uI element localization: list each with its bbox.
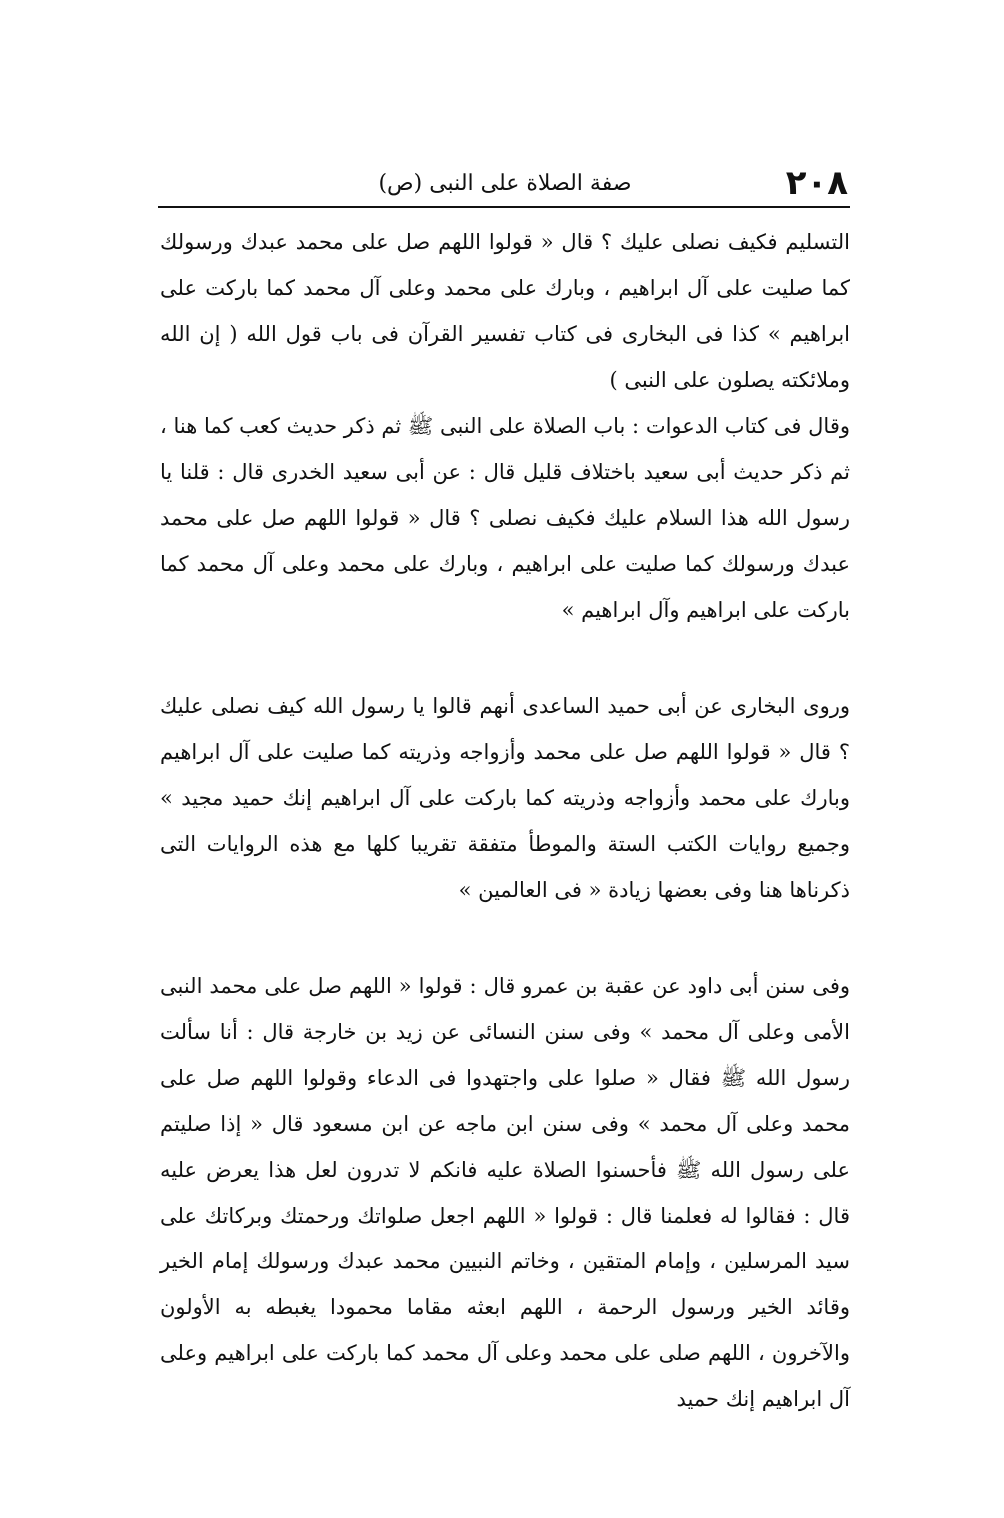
running-title: صفة الصلاة على النبى (ص) [378, 171, 632, 196]
paragraph-4: وفى سنن أبى داود عن عقبة بن عمرو قال : قولوا « اللهم صل على محمد النبى الأمى وعلى آل محمد » وفى سنن النسائى عن زيد بن خارجة قال : أنا سألت رسول الله ﷺ فقال « صلوا على واجتهدوا فى الدعاء وقولوا اللهم صل على محمد وعلى آل محمد » وفى سنن ابن ماجه عن ابن مسعود قال « إذا صليتم على رسول الله ﷺ فأحسنوا الصلاة عليه فانكم لا تدرون لعل هذا يعرض عليه قال : فقالوا له فعلمنا قال : قولوا « اللهم اجعل صلواتك ورحمتك وبركاتك على سيد المرسلين ، وإمام المتقين ، وخاتم النبيين محمد عبدك ورسولك إمام الخير وقائد الخير ورسول الرحمة ، اللهم ابعثه مقاما محمودا يغبطه به الأولون والآخرون ، اللهم صلى على محمد وعلى آل محمد كما باركت على ابراهيم وعلى آل ابراهيم إنك حميد [160, 974, 850, 1412]
page-header [160, 160, 850, 206]
paragraph-1: التسليم فكيف نصلى عليك ؟ قال « قولوا اللهم صل على محمد عبدك ورسولك كما صليت على آل ابراهيم ، وبارك على محمد وعلى آل محمد كما باركت على ابراهيم » كذا فى البخارى فى كتاب تفسير القرآن فى باب قول الله ( إن الله وملائكته يصلون على النبى ) [160, 230, 851, 392]
page-number: ٢٠٨ [785, 163, 848, 203]
body-text [160, 220, 851, 1412]
header-rule [158, 206, 850, 208]
paragraph-2: وقال فى كتاب الدعوات : باب الصلاة على النبى ﷺ ثم ذكر حديث كعب كما هنا ، ثم ذكر حديث أبى سعيد باختلاف قليل قال : عن أبى سعيد الخدرى قال : قلنا يا رسول الله هذا السلام عليك فكيف نصلى ؟ قال « قولوا اللهم صل على محمد عبدك ورسولك كما صليت على ابراهيم ، وبارك على محمد وعلى آل محمد كما باركت على ابراهيم وآل ابراهيم » [160, 414, 850, 622]
paragraph-3: وروى البخارى عن أبى حميد الساعدى أنهم قالوا يا رسول الله كيف نصلى عليك ؟ قال « قولوا اللهم صل على محمد وأزواجه وذريته كما صليت على آل ابراهيم وبارك على محمد وأزواجه وذريته كما باركت على آل ابراهيم إنك حميد مجيد » وجميع روايات الكتب الستة والموطأ متفقة تقريبا كلها مع هذه الروايات التى ذكرناها هنا وفى بعضها زيادة « فى العالمين » [160, 694, 850, 902]
